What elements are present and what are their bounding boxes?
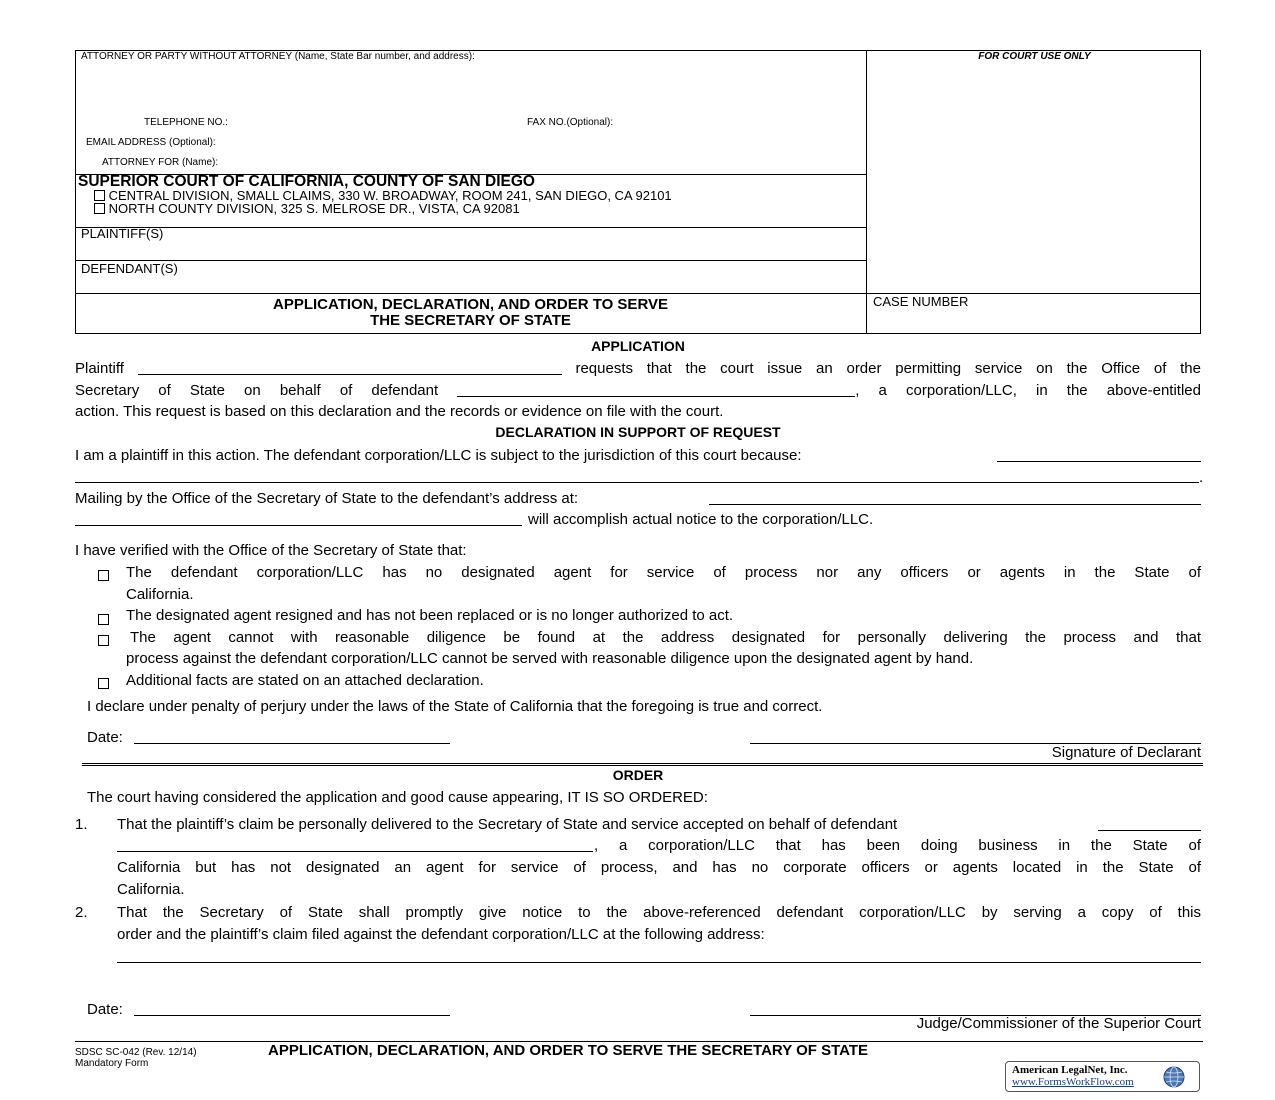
division-central-label: CENTRAL DIVISION, SMALL CLAIMS, 330 W. BROADWAY, ROOM 241, SAN DIEGO, CA 92101 [108,188,672,203]
order-item1-line2: , a corporation/LLC that has been doing business in the State of [594,837,1201,854]
order-defendant-field-2[interactable] [117,851,593,852]
court-use-label: FOR COURT USE ONLY [978,51,1091,62]
jurisdiction-field-1[interactable] [997,461,1201,462]
order-address-field[interactable] [117,962,1201,963]
application-line2-start: Secretary of State on behalf of defendant [75,382,439,399]
order-defendant-field-1[interactable] [1098,830,1201,831]
court-name: SUPERIOR COURT OF CALIFORNIA, COUNTY OF SAN DIEGO [78,173,535,190]
signature-label: Signature of Declarant [1051,744,1201,761]
order-date-label: Date: [87,1001,123,1018]
american-legalnet-logo[interactable] [1005,1061,1200,1092]
plaintiff-word: Plaintiff [75,360,124,377]
attorney-for-label: ATTORNEY FOR (Name): [102,157,219,168]
declaration-heading: DECLARATION IN SUPPORT OF REQUEST [495,424,781,440]
option1-checkbox[interactable] [98,567,109,585]
email-label: EMAIL ADDRESS (Optional): [86,137,216,148]
order-heading: ORDER [612,767,664,783]
option3-checkbox[interactable] [98,632,109,650]
order-item1-line1: That the plaintiff’s claim be personally delivered to the Secretary of State and service accepted on behalf of defendant [117,816,898,833]
option3-line1: The agent cannot with reasonable diligence be found at the address designated for personally delivering the process and that [130,629,1201,646]
logo-url[interactable]: www.FormsWorkFlow.com [1012,1076,1134,1088]
fax-label: FAX NO.(Optional): [527,117,614,128]
division-north-label: NORTH COUNTY DIVISION, 325 S. MELROSE DR., VISTA, CA 92081 [108,201,520,216]
order-item2-line1: That the Secretary of State shall promptly give notice to the above-referenced defendant corporation/LLC by serving a copy of this [117,904,1201,921]
plaintiff-label: PLAINTIFF(S) [81,226,164,241]
application-heading: APPLICATION [591,338,685,354]
defendant-name-field[interactable] [457,382,855,397]
mailing-address-field-2[interactable] [75,525,522,526]
declaration-date-label: Date: [87,729,123,746]
application-line-1 [75,358,1201,380]
rule-court-bottom [75,227,866,228]
division-north-checkbox[interactable] [94,203,105,214]
perjury-text: I declare under penalty of perjury under the laws of the State of California that the foregoing is true and correct. [87,698,823,715]
attorney-label: ATTORNEY OR PARTY WITHOUT ATTORNEY (Name, State Bar number, and address): [81,51,475,62]
verified-text: I have verified with the Office of the Secretary of State that: [75,542,467,559]
notice-text: will accomplish actual notice to the corporation/LLC. [528,511,874,528]
application-line2-end: , a corporation/LLC, in the above-entitled [855,382,1201,399]
option4-checkbox[interactable] [98,675,109,693]
plaintiff-name-field[interactable] [138,360,562,375]
option1-line1: The defendant corporation/LLC has no designated agent for service of process nor any officers or agents in the State of [126,564,1201,581]
order-item1-number: 1. [75,816,88,833]
declaration-date-field[interactable] [134,743,450,744]
jurisdiction-field-2[interactable] [75,482,1199,483]
caption-divider [866,50,867,334]
rule-defendant-bottom [75,293,1201,294]
jurisdiction-period: . [1199,469,1204,486]
application-line-3: action. This request is based on this declaration and the records or evidence on file with the court. [75,403,724,420]
footer-title: APPLICATION, DECLARATION, AND ORDER TO SERVE THE SECRETARY OF STATE [268,1042,869,1059]
telephone-label: TELEPHONE NO.: [144,117,228,128]
division-north-row[interactable] [94,201,520,216]
form-title-line2: THE SECRETARY OF STATE [370,312,571,329]
order-item1-line3: California but has not designated an agent for service of process, and has no corporate officers or agents located in the State of [117,859,1201,876]
order-date-field[interactable] [134,1015,450,1016]
mandatory-form: Mandatory Form [75,1058,149,1069]
logo-name: American LegalNet, Inc. [1012,1064,1128,1076]
option4-text: Additional facts are stated on an attached declaration. [126,672,484,689]
form-title-line1: APPLICATION, DECLARATION, AND ORDER TO SERVE [272,296,669,313]
judge-label: Judge/Commissioner of the Superior Court [916,1015,1201,1032]
option2-checkbox[interactable] [98,611,109,629]
mailing-address-field-1[interactable] [709,504,1201,505]
rule-plaintiff-bottom [75,260,866,261]
case-number-label: CASE NUMBER [873,294,969,309]
order-intro: The court having considered the application and good cause appearing, IT IS SO ORDERED: [87,789,708,806]
jurisdiction-text: I am a plaintiff in this action. The defendant corporation/LLC is subject to the jurisdiction of this court because: [75,447,802,464]
option1-line2: California. [126,586,194,603]
order-item1-line4: California. [117,881,185,898]
division-central-checkbox[interactable] [94,190,105,201]
mailing-text: Mailing by the Office of the Secretary of State to the defendant’s address at: [75,490,579,507]
option3-line2: process against the defendant corporation/LLC cannot be served with reasonable diligence upon the designated agent by hand. [126,650,974,667]
defendant-label: DEFENDANT(S) [81,261,178,276]
order-item2-line2: order and the plaintiff’s claim filed against the defendant corporation/LLC at the following address: [117,926,765,943]
globe-icon [1162,1065,1186,1089]
form-number: SDSC SC-042 (Rev. 12/14) [75,1047,197,1058]
option2-text: The designated agent resigned and has not been replaced or is no longer authorized to act. [126,607,734,624]
application-line-2 [75,380,1201,402]
order-item2-number: 2. [75,904,88,921]
application-line1-text: requests that the court issue an order permitting service on the Office of the [575,360,1201,377]
section-divider [82,763,1203,766]
